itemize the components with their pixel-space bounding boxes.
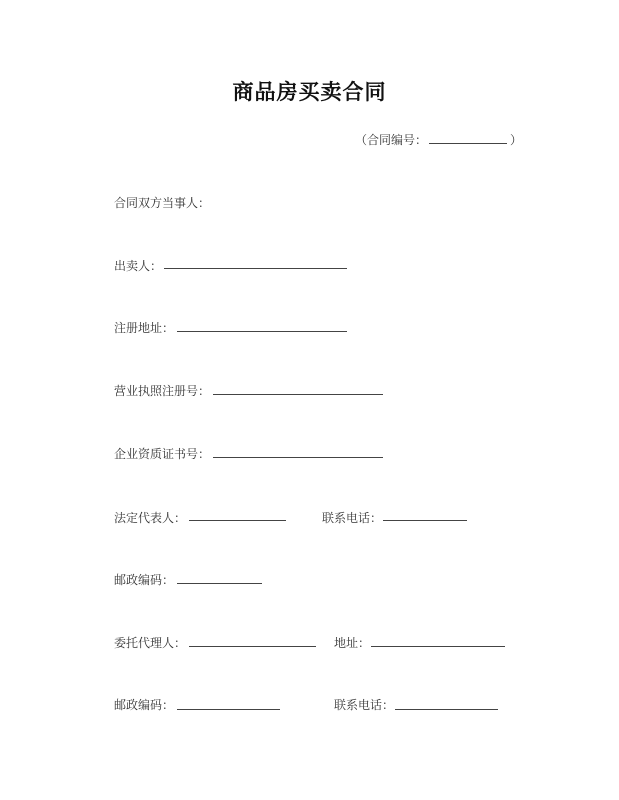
document-title: 商品房买卖合同 [232, 80, 387, 104]
postcode-label: 邮政编码： [114, 573, 175, 587]
contract-number-blank[interactable] [429, 131, 507, 144]
registered-address-label: 注册地址： [114, 321, 175, 335]
agent-postcode-label: 邮政编码： [114, 698, 175, 712]
agent-phone-blank[interactable] [395, 709, 498, 710]
phone-blank[interactable] [383, 520, 467, 521]
legal-rep-label: 法定代表人： [114, 511, 187, 525]
qualification-cert-label: 企业资质证书号： [114, 447, 211, 461]
agent-address-label: 地址： [334, 636, 371, 650]
postcode-blank[interactable] [177, 583, 262, 584]
agent-address-blank[interactable] [371, 646, 505, 647]
contract-number-open: （合同编号： [355, 133, 428, 147]
contract-number-close: ） [510, 133, 523, 147]
seller-blank[interactable] [164, 268, 347, 269]
qualification-cert-blank[interactable] [213, 457, 383, 458]
phone-label: 联系电话： [322, 511, 383, 525]
parties-heading: 合同双方当事人： [114, 196, 211, 210]
agent-label: 委托代理人： [114, 636, 187, 650]
registered-address-blank[interactable] [177, 331, 347, 332]
agent-postcode-blank[interactable] [177, 709, 280, 710]
business-license-blank[interactable] [213, 394, 383, 395]
business-license-label: 营业执照注册号： [114, 384, 211, 398]
agent-phone-label: 联系电话： [334, 698, 395, 712]
legal-rep-blank[interactable] [189, 520, 286, 521]
seller-label: 出卖人： [114, 259, 163, 273]
contract-number [355, 131, 522, 148]
agent-blank[interactable] [189, 646, 316, 647]
